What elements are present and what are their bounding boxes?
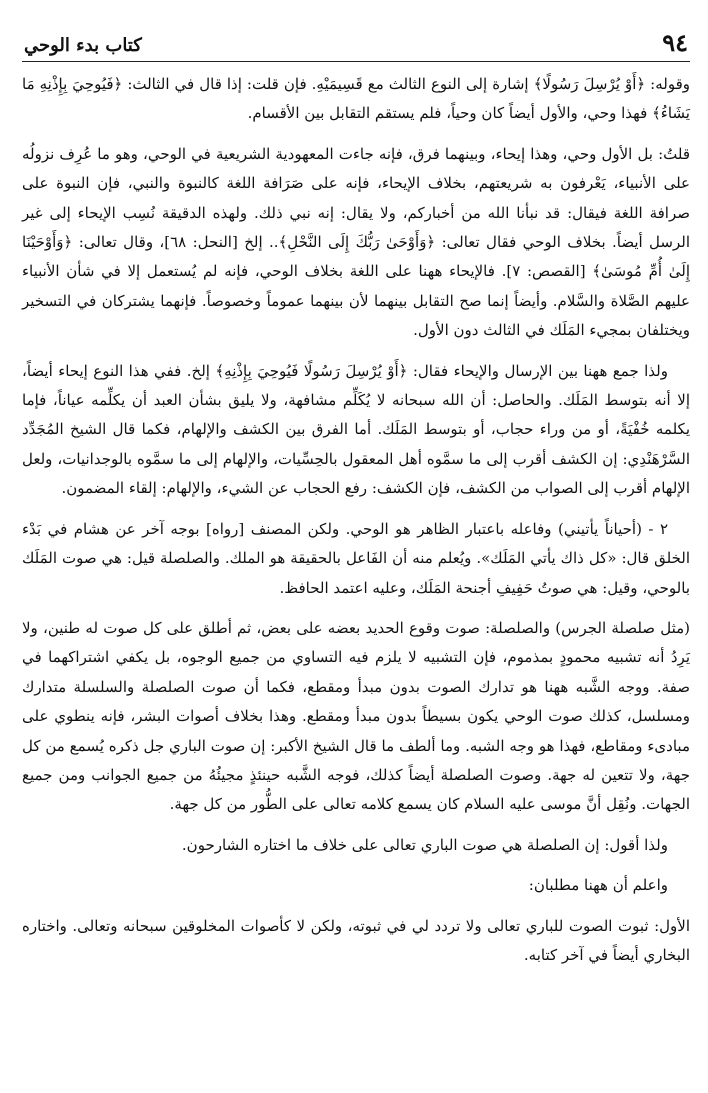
- paragraph-two-points: واعلم أن ههنا مطلبان:: [528, 876, 668, 895]
- paragraph-conclusion: ولذا أقول: إن الصلصلة هي صوت الباري تعالى على خلاف ما اختاره الشارحون.: [181, 835, 668, 854]
- paragraph-answer: قلتُ: بل الأول وحي، وهذا إيحاء، وبينهما فرق، فإنه جاءت المعهودية الشريعية في الوحي، وهو ما عُرِف نزولُه على الأنبياء، يَعْرفون به شريعتهم، بخلاف الإيحاء، فإنه على صَرَافة اللغة كالنبوة والنبي، فإن النبوة على صرافة اللغة فيقال: قد نبأنا الله من أخباركم، ولا يقال: إنه نبي ذلك. ولهذه الدقيقة نُسِب الإيحاء إلى غير الرسل أيضاً. بخلاف الوحي فقال تعالى: ﴿وَأَوْحَىٰ رَبُّكَ إِلَى النَّحْلِ﴾.. إلخ [النحل: ٦٨]، وقال تعالى: ﴿وَأَوْحَيْنَا إِلَىٰ أُمِّ مُوسَىٰ﴾ [القصص: ٧]. فالإيحاء ههنا على اللغة بخلاف الوحي، فإنه لم يُستعمل إلا في شأن الأنبياء عليهم الصَّلاة والسَّلام. وأيضاً إنما صح التقابل بينهما لأن بينهما عموماً وخصوصاً. فإنهما يشتركان في التسخير ويختلفان بمجيء المَلَك في الثالث دون الأول.: [22, 144, 690, 340]
- running-title: كتاب بدء الوحي: [24, 35, 142, 56]
- paragraph-first-point: الأول: ثبوت الصوت للباري تعالى ولا تردد لي في ثبوته، ولكن لا كأصوات المخلوقين سبحانه وتعالى. واختاره البخاري أيضاً في آخر كتابه.: [22, 916, 690, 964]
- page-header: [22, 0, 690, 62]
- page-body: [22, 62, 690, 970]
- paragraph-hadith-2: ٢ - (أحياناً يأتيني) وفاعله باعتبار الظاهر هو الوحي. ولكن المصنف [رواه] بوجه آخر عن هشام في بَدْء الخلق قال: «كل ذاك يأتي المَلَك». ويُعلم منه أن الفَاعل بالحقيقة هو الملك. والصلصلة قيل: هي صوت المَلَك بالوحي، وقيل: هي صوتُ حَفِيفِ أجنحة المَلَك، وعليه اعتمد الحافظ.: [22, 519, 690, 597]
- paragraph-salsalah: (مثل صلصلة الجرس) والصلصلة: صوت وقوع الحديد بعضه على بعض، ثم أطلق على كل صوت له طنين، ولا يَرِدُ أنه تشبيه محمودٍ بمذموم، فإن التشبيه لا يلزم فيه التساوي من جميع الوجوه، بل يكفي اشتراكهما في صفة. ووجه الشَّبه ههنا هو تدارك الصوت بدون مبدأ ومقطع، فكما أن صوت الصلصلة والسلسلة متدارك ومسلسل، كذلك صوت الوحي يكون بسيطاً بدون مبدأ ومقطع. وهذا بخلاف أصوات البشر، فإنه ينطوي على مبادىء ومقاطع، فهذا هو وجه الشبه. وما ألطف ما قال الشيخ الأكبر: إن صوت الباري جل ذكره يُسمع من كل جهة، ولا تتعين له جهة. وصوت الصلصلة أيضاً كذلك، فوجه الشَّبه حينئذٍ مجيئُهُ من جميع الجوانب ومن جميع الجهات. ونُقِل أنَّ موسى عليه السلام كان يسمع كلامه تعالى على الطُّور من كل جهة.: [22, 618, 690, 814]
- paragraph-kashf-ilham: ولذا جمع ههنا بين الإرسال والإيحاء فقال: ﴿أَوْ يُرْسِلَ رَسُولًا فَيُوحِيَ بِإِذْنِهِ﴾ إلخ. ففي هذا النوع إيحاء أيضاً، إلا أنه بتوسط المَلَك. والحاصل: أن الله سبحانه لا يُكَلِّم مشافهة، ولا يليق بشأن العبد أن يكلِّمه عياناً، فإما يكلمه خُفْيَةً، أو من وراء حجاب، أو بتوسط المَلَك. أما الفرق بين الكشف والإلهام، فكما قال الشيخ المُجَدِّد السَّرْهَنْدِي: إن الكشف أقرب إلى ما سمَّوه أهل المعقول بالحِسِّيات، والإلهام إلى ما سمَّوه بالوجدانيات، ولعل الإلهام أقرب إلى الصواب من الكشف، فإن الكشف: رفع الحجاب عن الشيء، والإلهام: إلقاء المضمون.: [22, 361, 690, 498]
- page-number: ٩٤: [662, 28, 688, 57]
- paragraph-intro-question: وقوله: ﴿أَوْ يُرْسِلَ رَسُولًا﴾ إشارة إلى النوع الثالث مع قَسِيمَيْهِ. فإن قلت: إذا قال في الثالث: ﴿فَيُوحِيَ بِإِذْنِهِ مَا يَشَاءُ﴾ فهذا وحي، والأول أيضاً كان وحياً، فلم يستقم التقابل بين الأقسام.: [22, 75, 690, 123]
